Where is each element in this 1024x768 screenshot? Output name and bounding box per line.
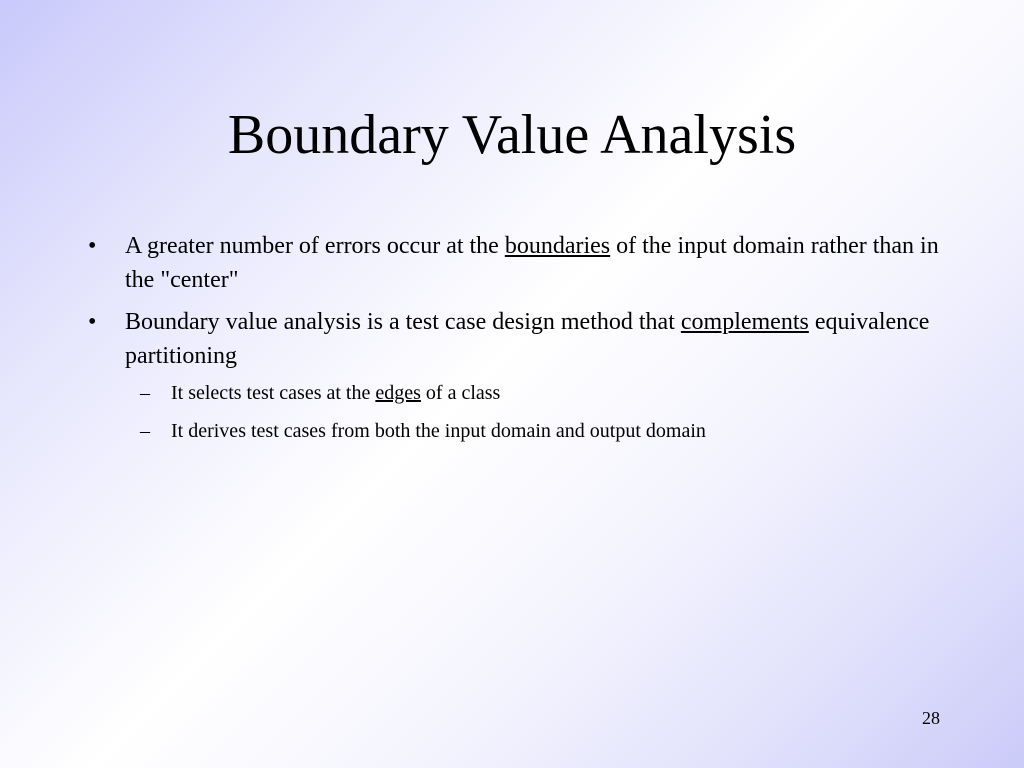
page-number: 28 [922,708,940,728]
bullet-marker: • [88,309,97,335]
bullet-text: Boundary value analysis is a test case design method that [125,309,681,335]
bullet-item-2 [88,305,955,373]
bullet-text: A greater number of errors occur at the [125,233,505,259]
sub-bullet-marker: – [140,420,150,442]
bullet-marker: • [88,233,97,259]
bullet-item-1 [88,229,955,297]
sub-bullet-text: It derives test cases from both the input domain and output domain [171,420,706,442]
underlined-term-complements: complements [680,309,809,335]
underlined-term-edges: edges [375,382,421,404]
sub-bullet-item-1 [140,379,971,407]
slide-title: Boundary Value Analysis [227,104,797,166]
bullet-text: of the input domain rather than in the "center" [125,233,939,293]
underlined-term-boundaries: boundaries [504,233,611,259]
sub-bullet-item-2 [140,417,971,445]
bullet-text: equivalence partitioning [125,309,930,369]
sub-bullet-marker: – [140,382,150,404]
sub-bullet-text: It selects test cases at the [171,382,376,404]
sub-bullet-text: of a class [420,382,501,404]
